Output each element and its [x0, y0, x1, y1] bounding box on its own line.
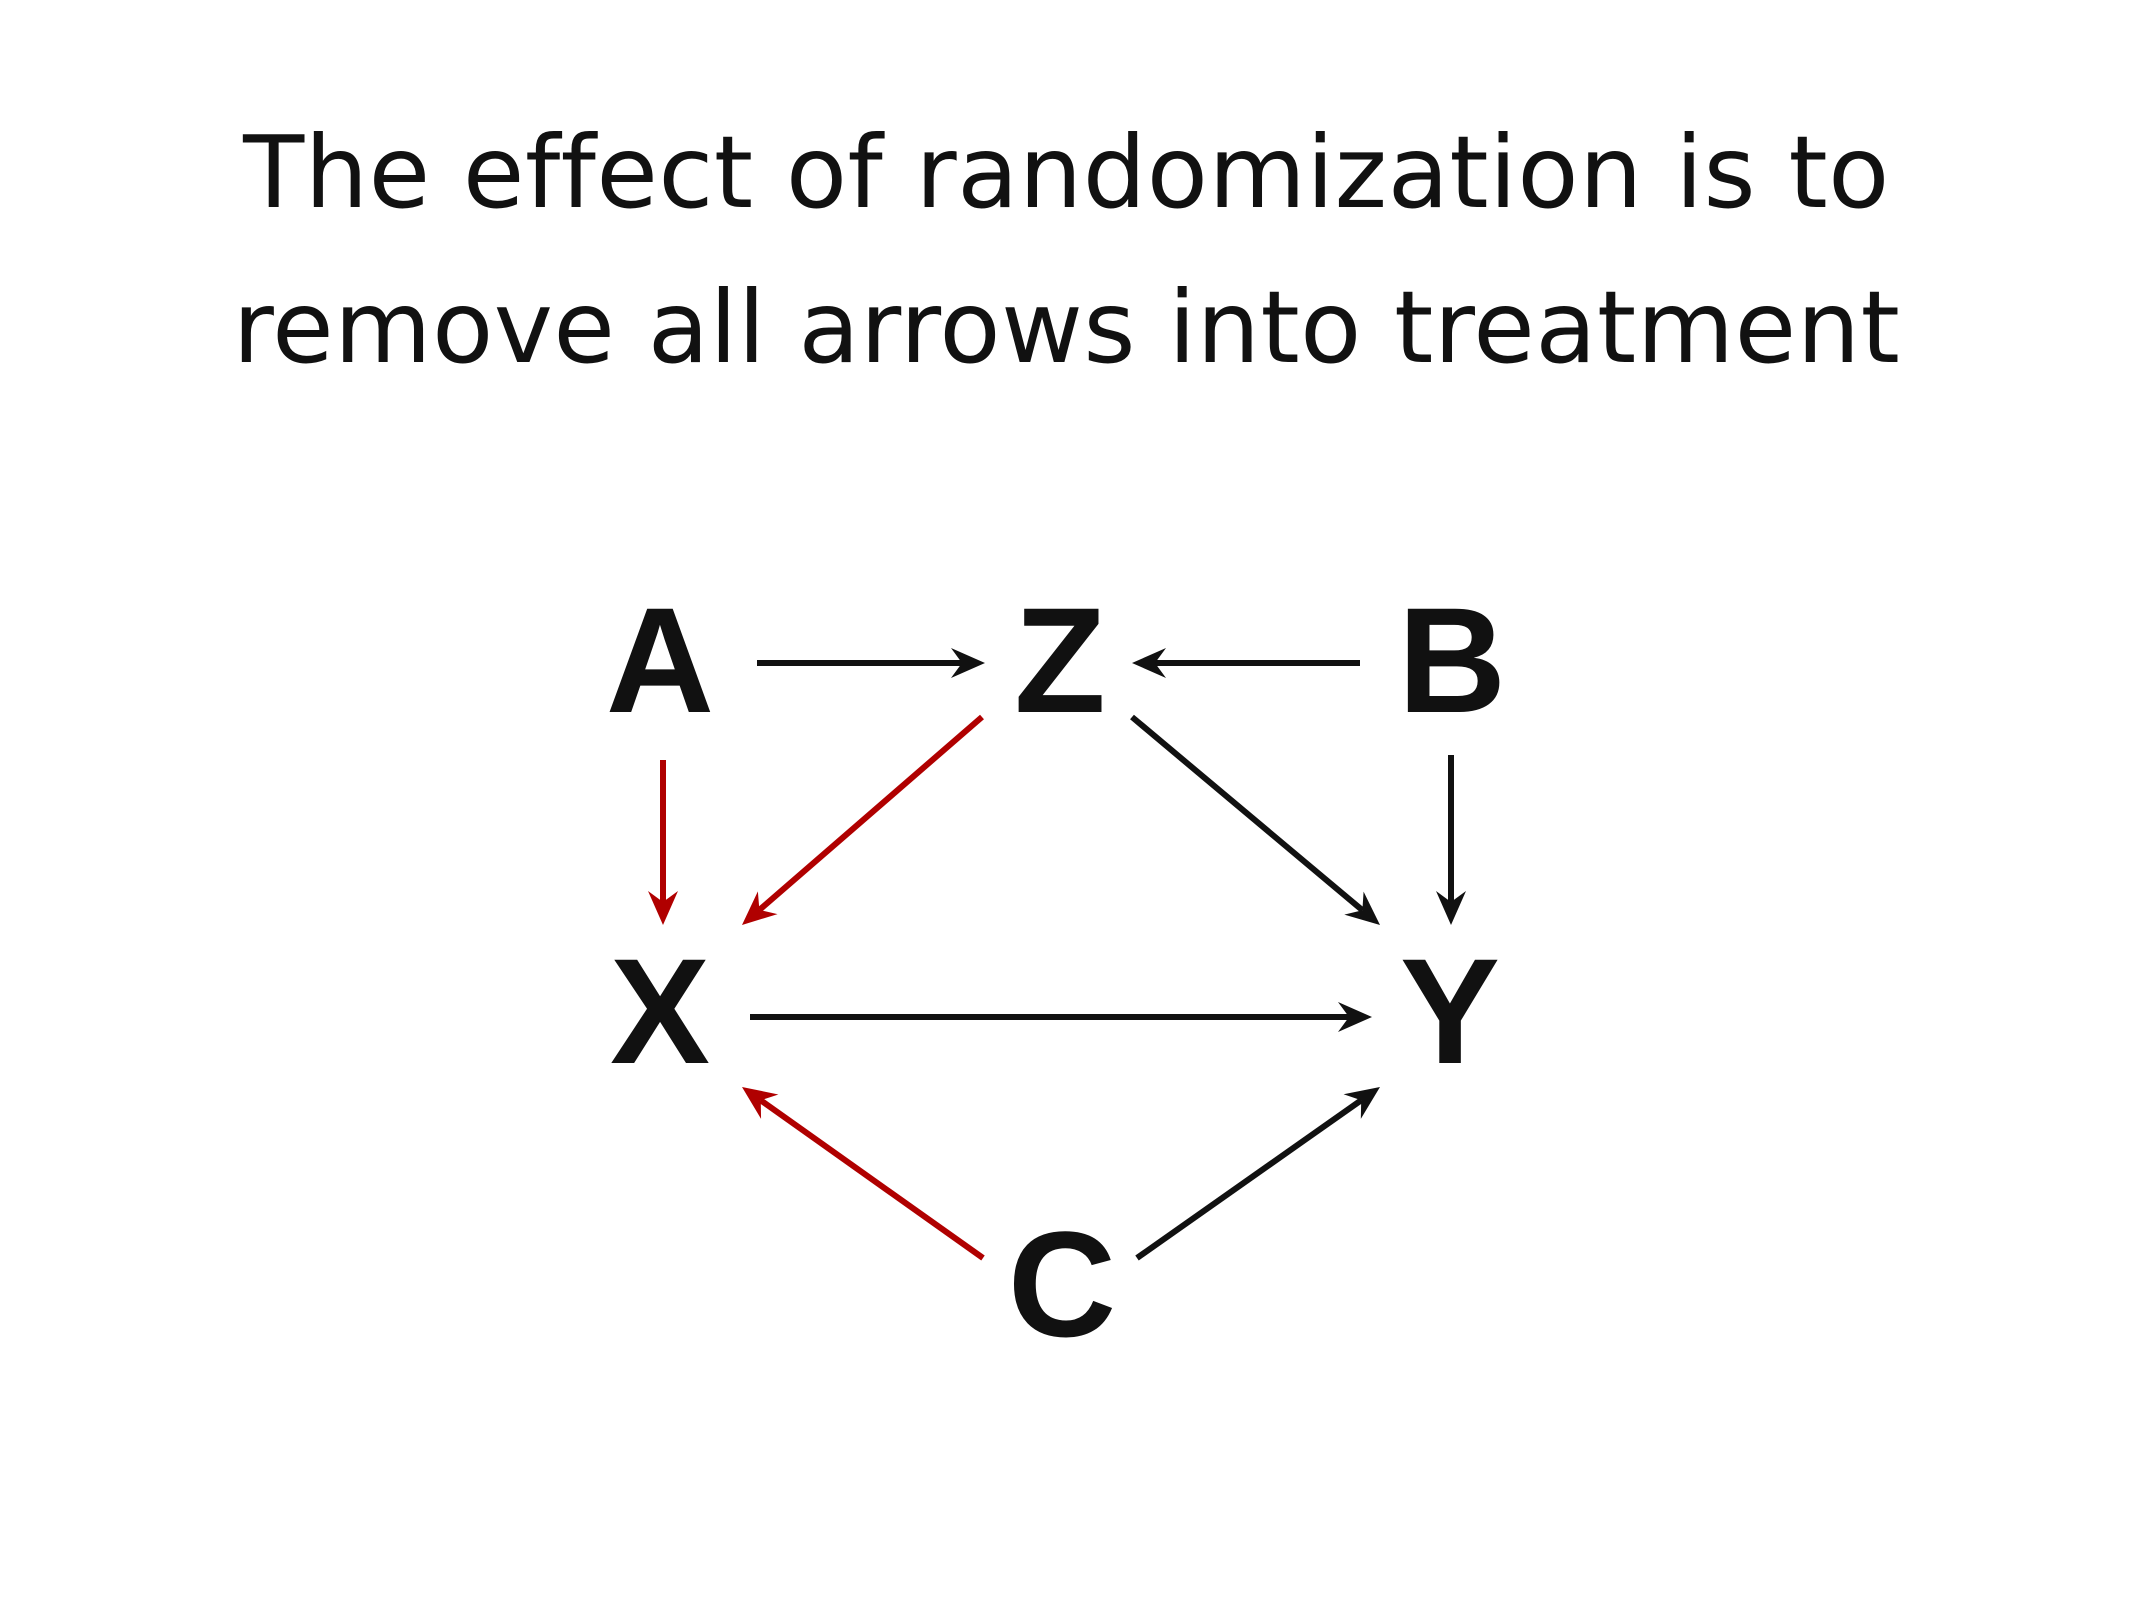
arrowhead-icon [1344, 1087, 1380, 1119]
title-line-1: The effect of randomization is to [243, 114, 1890, 231]
edge-z-to-y [1132, 717, 1380, 925]
edge-shaft [1132, 717, 1362, 910]
edge-z-to-x-removed [742, 717, 982, 925]
edge-x-to-y [750, 1002, 1372, 1032]
node-a: A [605, 576, 715, 744]
node-b: B [1397, 576, 1507, 744]
edge-a-to-x-removed [648, 760, 678, 925]
node-z: Z [1014, 576, 1106, 744]
edge-c-to-x-removed [742, 1087, 983, 1258]
edge-a-to-z [757, 648, 985, 678]
node-y: Y [1399, 927, 1501, 1095]
edge-b-to-y [1436, 755, 1466, 925]
arrowhead-icon [742, 1087, 778, 1119]
edge-c-to-y [1137, 1087, 1380, 1258]
edge-shaft [761, 1100, 983, 1258]
node-x: X [609, 927, 711, 1095]
edge-shaft [759, 717, 982, 910]
node-c: C [1007, 1200, 1117, 1368]
nodes-layer [606, 576, 1506, 1368]
edge-b-to-z [1132, 648, 1360, 678]
title-line-2: remove all arrows into treatment [232, 269, 1901, 386]
edge-shaft [1137, 1100, 1361, 1258]
